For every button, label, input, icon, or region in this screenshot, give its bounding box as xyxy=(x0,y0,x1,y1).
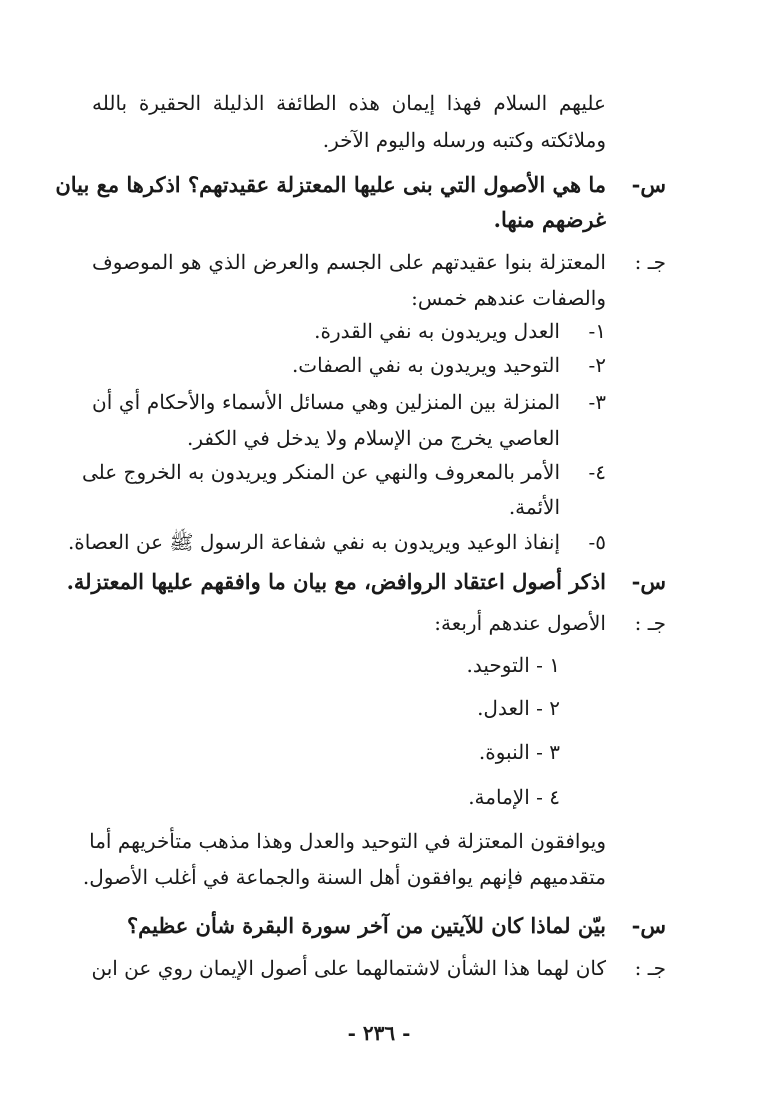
a3-line-1: كان لهما هذا الشأن لاشتمالهما على أصول الإيمان روي عن ابن xyxy=(91,956,606,980)
q2-marker: س- xyxy=(631,569,666,594)
a2-item-4: ٤ - الإمامة. xyxy=(468,785,560,809)
a1-item-4-num: ٤- xyxy=(588,460,606,484)
q1-line-2: غرضهم منها. xyxy=(493,207,606,232)
intro-line-1: عليهم السلام فهذا إيمان هذه الطائفة الذليلة الحقيرة بالله xyxy=(92,91,606,115)
a2-marker: جـ : xyxy=(634,611,666,635)
a2-item-1: ١ - التوحيد. xyxy=(466,653,560,677)
q2-line-1: اذكر أصول اعتقاد الروافض، مع بيان ما وافقهم عليها المعتزلة. xyxy=(66,569,606,594)
intro-line-2: وملائكته وكتبه ورسله واليوم الآخر. xyxy=(322,128,606,152)
a2-item-2: ٢ - العدل. xyxy=(477,696,560,720)
a1-item-2-text: التوحيد ويريدون به نفي الصفات. xyxy=(291,353,560,377)
a2-para-line-2: متقدميهم فإنهم يوافقون أهل السنة والجماعة في أغلب الأصول. xyxy=(82,865,606,889)
q1-line-1: ما هي الأصول التي بنى عليها المعتزلة عقيدتهم؟ اذكرها مع بيان xyxy=(55,172,606,197)
a1-item-5-num: ٥- xyxy=(588,530,606,554)
a2-item-3: ٣ - النبوة. xyxy=(478,740,560,764)
a1-item-5-text: إنفاذ الوعيد ويريدون به نفي شفاعة الرسول ﷺ عن العصاة. xyxy=(67,530,560,554)
q3-marker: س- xyxy=(631,913,666,938)
a1-item-3-text-2: العاصي يخرج من الإسلام ولا يدخل في الكفر. xyxy=(186,426,560,450)
page-number: - ٢٣٦ - xyxy=(347,1021,411,1045)
a1-marker: جـ : xyxy=(634,250,666,274)
a1-item-2-num: ٢- xyxy=(588,353,606,377)
a1-item-4-text-1: الأمر بالمعروف والنهي عن المنكر ويريدون به الخروج على xyxy=(81,460,560,484)
a1-item-4-text-2: الأئمة. xyxy=(508,495,560,519)
a1-item-3-num: ٣- xyxy=(588,390,606,414)
a1-line-2: والصفات عندهم خمس: xyxy=(411,286,606,310)
a3-marker: جـ : xyxy=(634,956,666,980)
a1-item-1-num: ١- xyxy=(588,319,606,343)
q3-line-1: بيّن لماذا كان للآيتين من آخر سورة البقرة شأن عظيم؟ xyxy=(127,913,606,938)
a1-line-1: المعتزلة بنوا عقيدتهم على الجسم والعرض الذي هو الموصوف xyxy=(92,250,606,274)
q1-marker: س- xyxy=(631,172,666,197)
a1-item-1-text: العدل ويريدون به نفي القدرة. xyxy=(314,319,560,343)
a2-para-line-1: ويوافقون المعتزلة في التوحيد والعدل وهذا مذهب متأخريهم أما xyxy=(89,829,606,853)
a2-line-1: الأصول عندهم أربعة: xyxy=(434,611,606,635)
a1-item-3-text-1: المنزلة بين المنزلين وهي مسائل الأسماء والأحكام أي أن xyxy=(92,390,560,414)
